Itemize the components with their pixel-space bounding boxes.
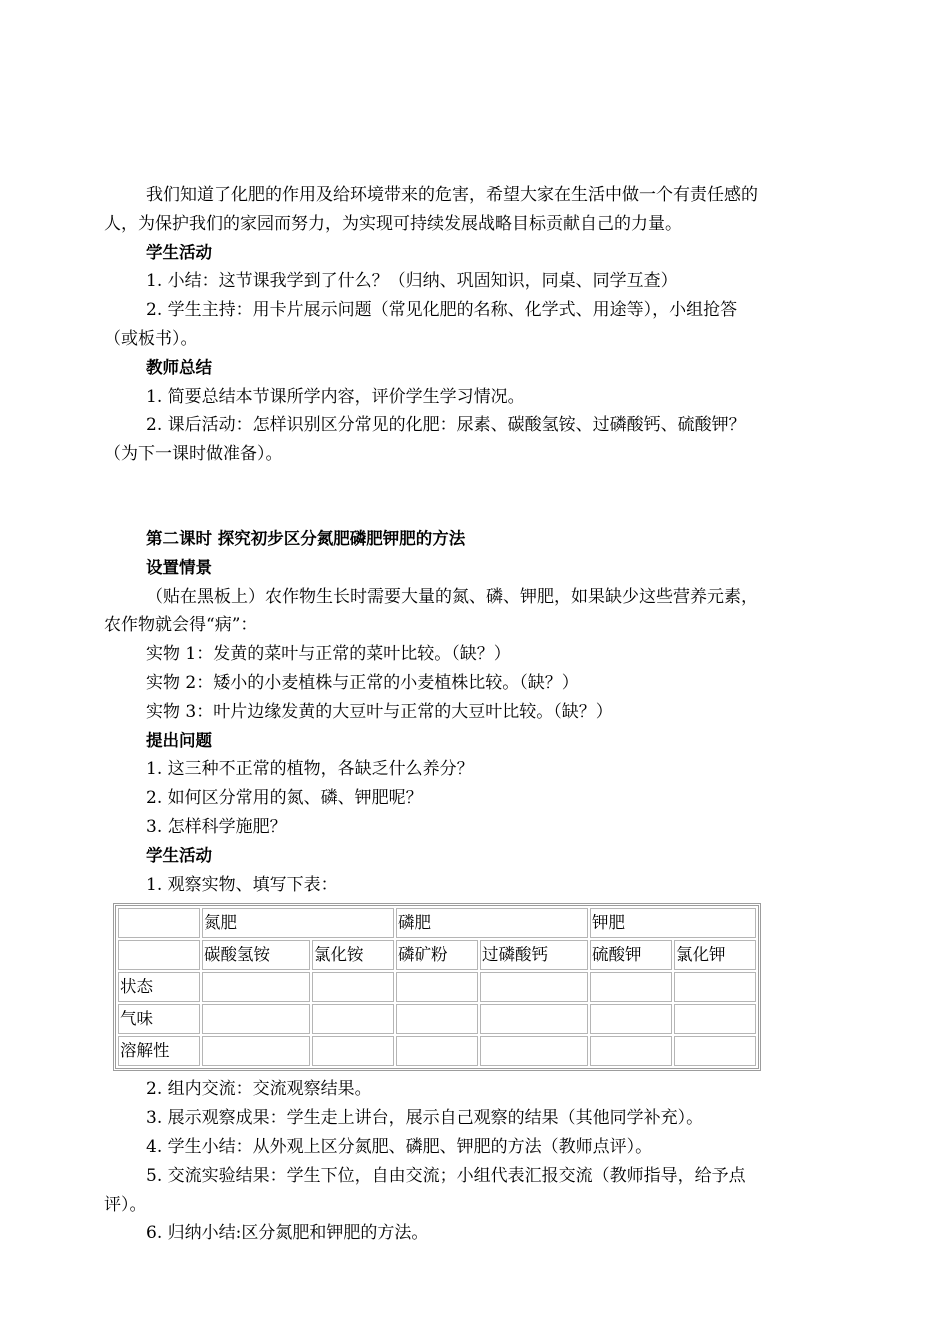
table-cell bbox=[480, 1004, 588, 1034]
table-cell bbox=[674, 1004, 756, 1034]
table-sub-header: 硫酸钾 bbox=[590, 940, 672, 970]
table-group-header: 磷肥 bbox=[396, 908, 588, 938]
section-heading-student-activity-2: 学生活动 bbox=[146, 845, 212, 865]
table-cell bbox=[396, 1036, 478, 1066]
table-cell bbox=[674, 972, 756, 1002]
table-cell bbox=[202, 1036, 310, 1066]
list-item: 3. 展示观察成果：学生走上讲台，展示自己观察的结果（其他同学补充）。 bbox=[146, 1108, 704, 1129]
table-row bbox=[118, 972, 756, 1002]
section-heading-scenario: 设置情景 bbox=[146, 557, 212, 577]
table-row bbox=[118, 1004, 756, 1034]
list-item: 1. 简要总结本节课所学内容，评价学生学习情况。 bbox=[146, 386, 525, 407]
list-item: 5. 交流实验结果：学生下位，自由交流；小组代表汇报交流（教师指导，给予点评）。 bbox=[104, 1165, 746, 1215]
table-sub-header: 氯化铵 bbox=[312, 940, 394, 970]
intro-paragraph: 我们知道了化肥的作用及给环境带来的危害，希望大家在生活中做一个有责任感的人，为保护我们的家园而努力，为实现可持续发展战略目标贡献自己的力量。 bbox=[104, 185, 758, 234]
list-item: 3. 怎样科学施肥？ bbox=[146, 816, 287, 837]
table-cell bbox=[312, 1004, 394, 1034]
list-item: 实物 2：矮小的小麦植株与正常的小麦植株比较。（缺？） bbox=[146, 672, 579, 693]
list-item: 实物 3：叶片边缘发黄的大豆叶与正常的大豆叶比较。（缺？） bbox=[146, 701, 613, 722]
table-cell bbox=[312, 1036, 394, 1066]
table-row bbox=[118, 908, 756, 938]
table-cell bbox=[202, 1004, 310, 1034]
table-intro: 1. 观察实物、填写下表： bbox=[146, 874, 338, 895]
table-cell bbox=[118, 908, 200, 938]
table-row bbox=[118, 940, 756, 970]
table-row-header: 状态 bbox=[118, 972, 200, 1002]
table-sub-header: 磷矿粉 bbox=[396, 940, 478, 970]
list-item: 1. 小结：这节课我学到了什么？（归纳、巩固知识，同桌、同学互查） bbox=[146, 271, 678, 292]
observation-table bbox=[113, 903, 761, 1071]
spacer bbox=[104, 469, 770, 525]
document-page bbox=[104, 181, 770, 1248]
table-sub-header: 过磷酸钙 bbox=[480, 940, 588, 970]
table-sub-header: 氯化钾 bbox=[674, 940, 756, 970]
list-item: 4. 学生小结：从外观上区分氮肥、磷肥、钾肥的方法（教师点评）。 bbox=[146, 1136, 653, 1157]
table-cell bbox=[202, 972, 310, 1002]
section-heading-questions: 提出问题 bbox=[146, 730, 212, 750]
list-item: 2. 学生主持：用卡片展示问题（常见化肥的名称、化学式、用途等），小组抢答（或板书）。 bbox=[104, 300, 738, 349]
table-cell bbox=[590, 972, 672, 1002]
table-cell bbox=[590, 1036, 672, 1066]
list-item: 2. 组内交流：交流观察结果。 bbox=[146, 1079, 372, 1100]
lesson-title: 第二课时 探究初步区分氮肥磷肥钾肥的方法 bbox=[146, 528, 466, 548]
table-sub-header: 碳酸氢铵 bbox=[202, 940, 310, 970]
table-cell bbox=[480, 972, 588, 1002]
table-cell bbox=[480, 1036, 588, 1066]
table-row-header: 气味 bbox=[118, 1004, 200, 1034]
list-item: 2. 如何区分常用的氮、磷、钾肥呢？ bbox=[146, 788, 423, 809]
table-cell bbox=[312, 972, 394, 1002]
list-item: 2. 课后活动：怎样识别区分常见的化肥：尿素、碳酸氢铵、过磷酸钙、硫酸钾？（为下一课时做准备）。 bbox=[104, 415, 746, 465]
table-row-header: 溶解性 bbox=[118, 1036, 200, 1066]
list-item: 6. 归纳小结:区分氮肥和钾肥的方法。 bbox=[146, 1223, 429, 1244]
table-group-header: 钾肥 bbox=[590, 908, 756, 938]
section-heading-teacher-summary: 教师总结 bbox=[146, 357, 212, 377]
table-cell bbox=[396, 1004, 478, 1034]
table-row bbox=[118, 1036, 756, 1066]
table-cell bbox=[590, 1004, 672, 1034]
section-heading-student-activity: 学生活动 bbox=[146, 242, 212, 262]
list-item: 1. 这三种不正常的植物，各缺乏什么养分？ bbox=[146, 759, 474, 780]
list-item: 实物 1：发黄的菜叶与正常的菜叶比较。（缺？） bbox=[146, 644, 511, 665]
list-item: （贴在黑板上）农作物生长时需要大量的氮、磷、钾肥，如果缺少这些营养元素，农作物就会得“病”： bbox=[104, 586, 758, 636]
table-cell bbox=[674, 1036, 756, 1066]
table-group-header: 氮肥 bbox=[202, 908, 394, 938]
table-cell bbox=[396, 972, 478, 1002]
table-cell bbox=[118, 940, 200, 970]
